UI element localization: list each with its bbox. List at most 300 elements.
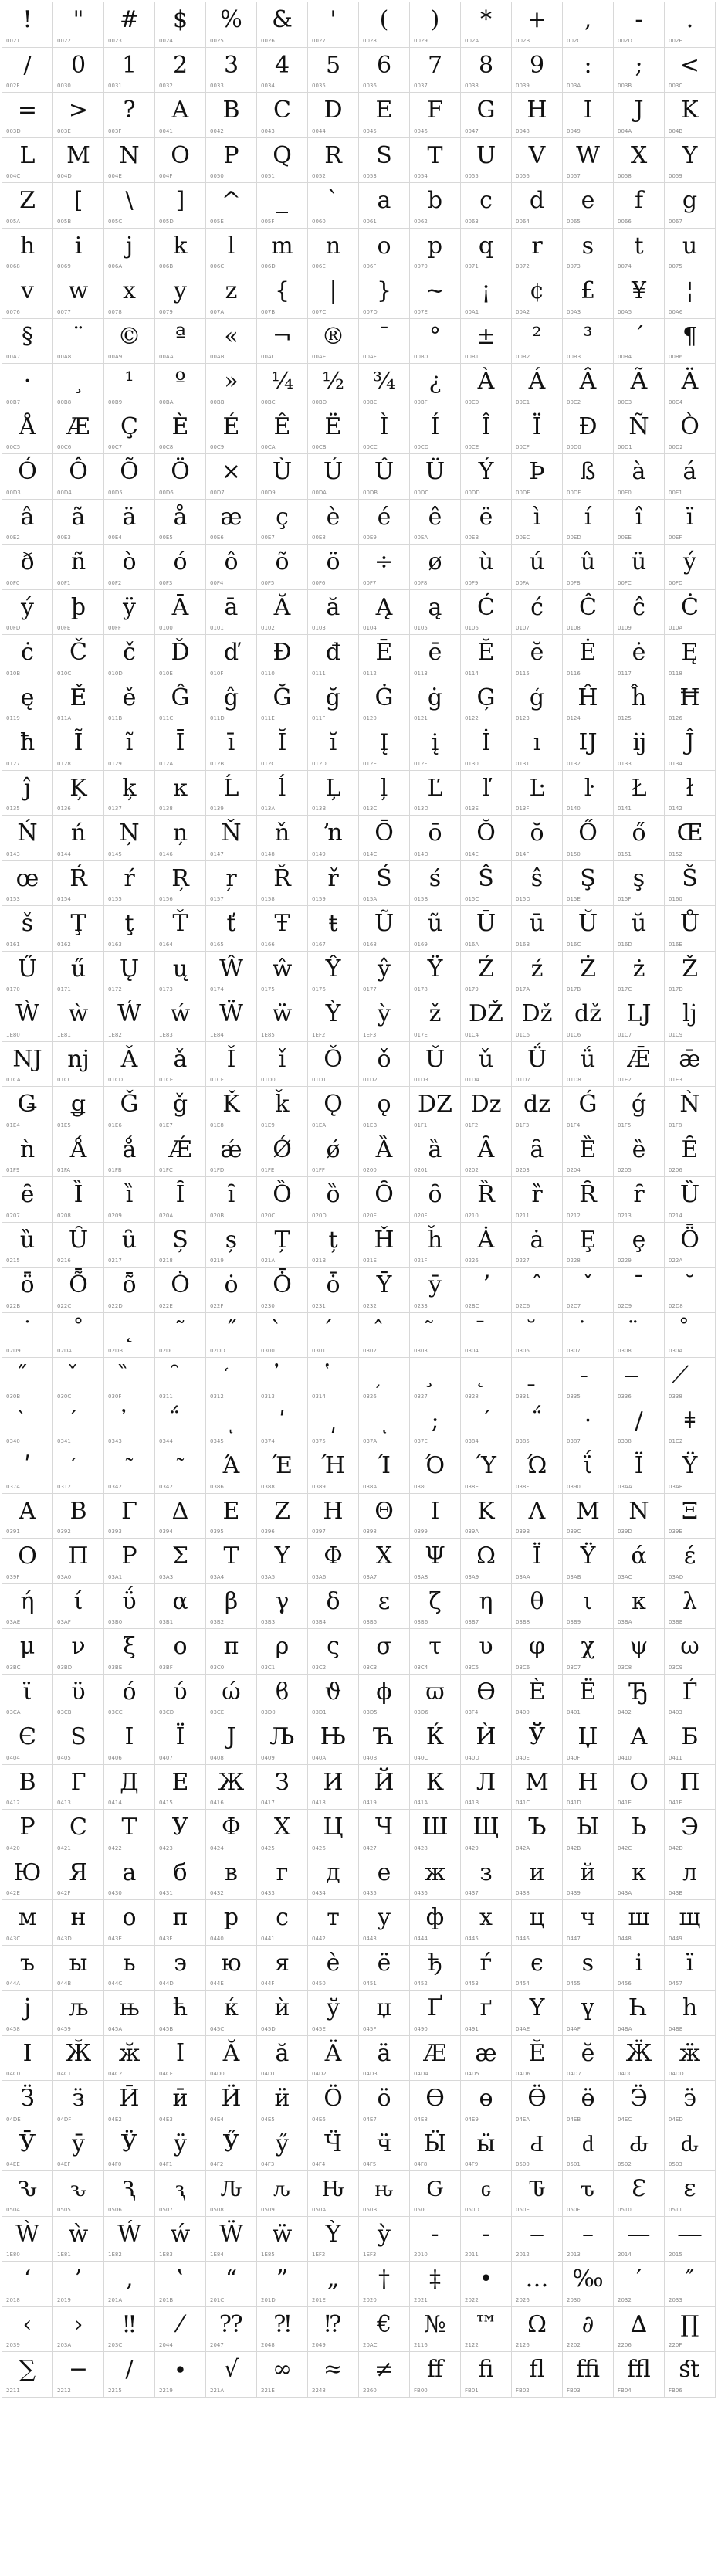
glyph-code: 03C9 [669, 1664, 683, 1671]
glyph-cell [359, 409, 410, 455]
glyph-char: ǽ [220, 1135, 242, 1163]
glyph-cell [206, 1900, 257, 1946]
glyph-cell [665, 409, 716, 455]
glyph-cell [2, 545, 53, 590]
glyph-cell [665, 183, 716, 229]
glyph-cell [155, 1403, 206, 1449]
glyph-char: İ [481, 729, 491, 756]
glyph-code: 04DD [669, 2071, 684, 2077]
glyph-cell [512, 183, 563, 229]
glyph-cell [257, 1765, 308, 1811]
glyph-cell [359, 2352, 410, 2398]
glyph-char: Ǣ [627, 1045, 651, 1073]
glyph-char: E [375, 97, 393, 124]
glyph-cell [512, 1223, 563, 1268]
glyph-char: 8 [478, 51, 494, 79]
glyph-code: 0338 [618, 1438, 632, 1444]
glyph-code: 014E [465, 850, 479, 857]
glyph-code: 0029 [414, 37, 428, 44]
glyph-cell [563, 500, 614, 545]
glyph-code: 0227 [516, 1257, 530, 1264]
glyph-char [563, 1361, 613, 1390]
glyph-code: 042C [618, 1845, 632, 1851]
glyph-char: z [225, 277, 238, 304]
glyph-cell [665, 1223, 716, 1268]
glyph-char: ū [529, 910, 545, 937]
glyph-cell [2, 1313, 53, 1359]
glyph-char: Ȃ [477, 1135, 495, 1163]
glyph-code: 013B [312, 806, 327, 812]
glyph-char: ź [530, 955, 544, 983]
glyph-code: 0026 [261, 37, 275, 44]
glyph-cell [359, 138, 410, 184]
glyph-cell [308, 1855, 359, 1901]
glyph-char: N [119, 141, 140, 169]
glyph-char: с [276, 1904, 289, 1931]
glyph-cell [257, 138, 308, 184]
glyph-code: 03D1 [312, 1709, 327, 1716]
glyph-code: 03CC [108, 1709, 123, 1716]
glyph-cell [257, 183, 308, 229]
glyph-cell [614, 1223, 665, 1268]
glyph-char: Ȧ [477, 1226, 495, 1254]
glyph-char: ċ [21, 639, 34, 666]
glyph-code: 0414 [108, 1800, 122, 1806]
glyph-cell [53, 2307, 104, 2353]
glyph-cell [2, 2352, 53, 2398]
glyph-char: ŗ [225, 864, 237, 892]
glyph-code: 0113 [414, 670, 428, 677]
glyph-char: ß [580, 458, 596, 485]
glyph-char: ѕ [581, 1949, 594, 1977]
glyph-code: 021E [363, 1257, 377, 1264]
glyph-code: 2260 [363, 2387, 377, 2394]
glyph-cell [614, 2307, 665, 2353]
glyph-cell [104, 183, 155, 229]
glyph-code: 0457 [669, 1980, 682, 1987]
glyph-char: ю [221, 1949, 242, 1977]
glyph-code: 0511 [669, 2206, 682, 2213]
glyph-cell [410, 364, 461, 409]
glyph-cell [563, 1403, 614, 1449]
glyph-char: χ [581, 1633, 595, 1660]
glyph-code: 0068 [6, 263, 20, 270]
glyph-char: Ĵ [685, 729, 695, 756]
glyph-cell [104, 273, 155, 319]
glyph-char: Ĥ [577, 684, 598, 711]
glyph-code: 201D [261, 2296, 276, 2303]
glyph-char: ř [327, 864, 339, 892]
glyph-cell [461, 725, 512, 771]
glyph-code: 0070 [414, 263, 428, 270]
glyph-char [206, 1407, 256, 1436]
glyph-char: ½ [321, 368, 345, 395]
glyph-cell [257, 1629, 308, 1675]
glyph-code: 2011 [465, 2252, 479, 2258]
glyph-cell [53, 2081, 104, 2126]
glyph-char: η [479, 1587, 493, 1615]
glyph-cell [155, 1946, 206, 1991]
glyph-code: 0450 [312, 1980, 326, 1987]
glyph-char: а [122, 1858, 137, 1886]
glyph-cell [461, 1132, 512, 1178]
glyph-code: 00DF [567, 489, 581, 496]
glyph-char: Ŷ [325, 955, 341, 983]
glyph-cell [410, 1719, 461, 1765]
glyph-char: ∞ [273, 2356, 292, 2383]
glyph-code: 022E [159, 1302, 173, 1309]
glyph-code: 0037 [414, 83, 428, 89]
glyph-char: ; [635, 51, 643, 79]
glyph-cell [512, 816, 563, 861]
glyph-char: д [326, 1858, 340, 1886]
glyph-code: 03AA [618, 1483, 632, 1490]
glyph-code: 0459 [57, 2025, 71, 2032]
glyph-char: » [224, 368, 239, 395]
glyph-cell [155, 1358, 206, 1403]
glyph-code: 0449 [669, 1935, 682, 1942]
glyph-cell [308, 183, 359, 229]
glyph-code: 0404 [6, 1754, 20, 1761]
glyph-char: Y [682, 141, 698, 169]
glyph-cell [155, 1629, 206, 1675]
glyph-code: 038C [414, 1483, 428, 1490]
glyph-char: я [275, 1949, 290, 1977]
glyph-cell [461, 906, 512, 952]
glyph-cell [155, 816, 206, 861]
glyph-cell [563, 273, 614, 319]
glyph-code: 03CA [6, 1709, 21, 1716]
glyph-cell [461, 952, 512, 997]
glyph-char: у [377, 1904, 391, 1931]
glyph-code: 016B [516, 941, 530, 948]
glyph-cell [512, 545, 563, 590]
glyph-code: 005C [108, 218, 123, 225]
glyph-cell [410, 996, 461, 1042]
glyph-cell [359, 996, 410, 1042]
glyph-char [53, 1451, 103, 1481]
glyph-cell [104, 2126, 155, 2172]
glyph-cell [257, 1810, 308, 1855]
glyph-cell [359, 906, 410, 952]
glyph-char: Ȳ [376, 1271, 392, 1298]
glyph-cell [410, 816, 461, 861]
glyph-code: 0103 [312, 625, 326, 631]
glyph-cell [512, 1675, 563, 1720]
glyph-cell [257, 2217, 308, 2262]
glyph-char: ~ [425, 277, 445, 304]
glyph-cell [512, 2, 563, 48]
glyph-cell [614, 364, 665, 409]
glyph-code: 01CC [57, 1077, 72, 1083]
glyph-char: Ύ [476, 1452, 496, 1479]
glyph-code: 1E83 [159, 2252, 173, 2258]
glyph-cell [257, 364, 308, 409]
glyph-char: Ё [579, 1678, 597, 1705]
glyph-char: ӝ [679, 2039, 701, 2067]
glyph-code: 0205 [618, 1167, 632, 1173]
glyph-char: ẁ [68, 1000, 89, 1027]
glyph-code: 041D [567, 1800, 581, 1806]
glyph-cell [614, 771, 665, 816]
glyph-code: 03C0 [210, 1664, 225, 1671]
glyph-char: Ü [425, 458, 445, 485]
glyph-char: œ [15, 864, 39, 892]
glyph-code: 0131 [516, 760, 530, 767]
glyph-cell [461, 2036, 512, 2082]
glyph-char: Â [579, 368, 597, 395]
glyph-code: 0388 [261, 1483, 275, 1490]
glyph-char: Ȟ [374, 1226, 395, 1254]
glyph-cell [104, 725, 155, 771]
glyph-cell [257, 1855, 308, 1901]
glyph-cell [410, 2171, 461, 2217]
glyph-cell [104, 1539, 155, 1584]
glyph-char: Ǫ [323, 1091, 343, 1118]
glyph-char: Ǒ [323, 1045, 343, 1073]
glyph-char: ӵ [376, 2130, 392, 2157]
glyph-code: 0306 [516, 1348, 530, 1354]
glyph-char: ӭ [683, 2085, 696, 2112]
glyph-char: • [479, 2265, 493, 2293]
glyph-cell [359, 319, 410, 365]
glyph-code: 1EF2 [312, 2252, 326, 2258]
glyph-cell [563, 906, 614, 952]
glyph-char: ΐ [583, 1452, 593, 1479]
glyph-code: 03A3 [159, 1573, 174, 1580]
glyph-cell [53, 1991, 104, 2036]
glyph-cell [53, 1675, 104, 1720]
glyph-code: 03BF [159, 1664, 173, 1671]
glyph-char: Ũ [374, 910, 395, 937]
glyph-cell [359, 1448, 410, 1494]
glyph-char: Ю [13, 1858, 42, 1886]
glyph-char [410, 1361, 460, 1390]
glyph-cell [563, 952, 614, 997]
glyph-cell [308, 816, 359, 861]
glyph-cell [206, 2126, 257, 2172]
glyph-char: Ĺ [223, 774, 239, 802]
glyph-code: 1E84 [210, 2252, 224, 2258]
glyph-code: 01CF [210, 1077, 224, 1083]
glyph-code: 03BA [618, 1619, 632, 1625]
glyph-code: 00D5 [108, 489, 123, 496]
glyph-cell [53, 2, 104, 48]
glyph-cell [410, 1675, 461, 1720]
glyph-cell [206, 816, 257, 861]
glyph-cell [257, 952, 308, 997]
glyph-cell [308, 1403, 359, 1449]
glyph-char: ȁ [428, 1135, 442, 1163]
glyph-code: 020C [261, 1212, 276, 1219]
glyph-char: ë [479, 503, 493, 531]
glyph-cell [614, 2262, 665, 2307]
glyph-char [104, 1451, 154, 1481]
glyph-char: ⁈ [273, 2310, 291, 2338]
glyph-char: … [525, 2265, 549, 2293]
glyph-code: 020A [159, 1212, 174, 1219]
glyph-char: Ò [680, 412, 699, 440]
glyph-char: Е [171, 1768, 189, 1796]
glyph-code: 0045 [363, 127, 377, 134]
glyph-cell [53, 680, 104, 726]
glyph-cell [308, 861, 359, 907]
glyph-cell [257, 771, 308, 816]
glyph-char: έ [683, 1543, 696, 1570]
glyph-code: 0509 [261, 2206, 275, 2213]
glyph-cell [53, 1403, 104, 1449]
glyph-code: 002E [669, 37, 682, 44]
glyph-cell [563, 1313, 614, 1359]
glyph-cell [53, 183, 104, 229]
glyph-char: ˆ [531, 1271, 543, 1298]
glyph-char: Τ [223, 1543, 239, 1570]
glyph-code: 2022 [465, 2296, 479, 2303]
glyph-char: ς [327, 1633, 340, 1660]
glyph-cell [257, 1900, 308, 1946]
glyph-char: Ȏ [374, 1181, 394, 1208]
glyph-char: ě [122, 684, 137, 711]
glyph-code: 015B [414, 896, 428, 902]
glyph-char: Ү [529, 1994, 545, 2021]
glyph-cell [206, 2171, 257, 2217]
glyph-cell [359, 1358, 410, 1403]
glyph-cell [665, 861, 716, 907]
glyph-cell [563, 1900, 614, 1946]
glyph-cell [206, 1810, 257, 1855]
glyph-cell [2, 1539, 53, 1584]
glyph-code: 039F [6, 1573, 20, 1580]
glyph-char: Ǘ [527, 1045, 547, 1073]
glyph-cell [308, 1946, 359, 1991]
glyph-code: 015D [516, 896, 530, 902]
glyph-code: 0230 [261, 1302, 275, 1309]
glyph-cell [614, 1584, 665, 1630]
glyph-code: 0226 [465, 1257, 479, 1264]
glyph-char: Ϊ [634, 1452, 644, 1479]
glyph-cell [461, 1855, 512, 1901]
glyph-char: ș [225, 1226, 238, 1254]
glyph-cell [2, 48, 53, 93]
glyph-code: 0411 [669, 1754, 682, 1761]
glyph-cell [206, 364, 257, 409]
glyph-cell [410, 1223, 461, 1268]
glyph-cell [665, 1810, 716, 1855]
glyph-char: à [632, 458, 646, 485]
glyph-code: 1E80 [6, 2252, 20, 2258]
glyph-code: 0490 [414, 2025, 428, 2032]
glyph-cell [53, 364, 104, 409]
glyph-cell [2, 1991, 53, 2036]
glyph-code: 03A8 [414, 1573, 428, 1580]
glyph-char: ќ [224, 1994, 239, 2021]
glyph-code: 0118 [669, 670, 682, 677]
glyph-cell [257, 906, 308, 952]
glyph-code: 2126 [516, 2342, 530, 2348]
glyph-code: 01C6 [567, 1031, 581, 1038]
glyph-code: 04BB [669, 2025, 683, 2032]
glyph-cell [563, 545, 614, 590]
glyph-char: х [479, 1904, 493, 1931]
glyph-char: І [124, 1723, 134, 1750]
glyph-cell [461, 545, 512, 590]
glyph-cell [512, 2126, 563, 2172]
glyph-code: 01FB [108, 1167, 122, 1173]
glyph-char: Ӓ [324, 2039, 342, 2067]
glyph-char: Э [681, 1814, 699, 1841]
glyph-cell [104, 1313, 155, 1359]
glyph-cell [359, 2126, 410, 2172]
glyph-cell [2, 725, 53, 771]
glyph-char: ы [69, 1949, 88, 1977]
glyph-char: ‑ [482, 2220, 490, 2248]
glyph-cell [257, 93, 308, 138]
glyph-cell [155, 1177, 206, 1223]
glyph-code: 00FF [108, 625, 121, 631]
glyph-code: 005A [6, 218, 21, 225]
glyph-code: 00CE [465, 444, 479, 450]
glyph-char: ú [529, 548, 545, 575]
glyph-cell [257, 1675, 308, 1720]
glyph-cell [665, 138, 716, 184]
glyph-code: 015F [618, 896, 632, 902]
glyph-char: Ą [375, 593, 393, 621]
glyph-code: 050A [312, 2206, 327, 2213]
glyph-char: ǅ [521, 1000, 553, 1027]
glyph-code: 0127 [6, 760, 20, 767]
glyph-code: 00F0 [6, 579, 20, 586]
glyph-cell [104, 138, 155, 184]
glyph-code: 0175 [261, 986, 275, 993]
glyph-cell [206, 1494, 257, 1539]
glyph-code: 0124 [567, 715, 581, 721]
glyph-cell [410, 1358, 461, 1403]
glyph-cell [461, 183, 512, 229]
glyph-code: 00F7 [363, 579, 377, 586]
glyph-char: O [171, 141, 190, 169]
glyph-code: 010D [108, 670, 123, 677]
glyph-code: 0507 [159, 2206, 173, 2213]
glyph-cell [104, 1584, 155, 1630]
glyph-cell [155, 680, 206, 726]
glyph-code: 043F [159, 1935, 173, 1942]
glyph-code: 0058 [618, 173, 632, 179]
glyph-code: 01D0 [261, 1077, 276, 1083]
glyph-cell [665, 500, 716, 545]
glyph-cell [53, 1268, 104, 1313]
glyph-code: 2122 [465, 2342, 479, 2348]
glyph-cell [53, 229, 104, 274]
glyph-cell [563, 1539, 614, 1584]
glyph-char: Ẁ [15, 1000, 39, 1027]
glyph-code: 0313 [261, 1393, 275, 1400]
glyph-char: ȕ [19, 1226, 36, 1254]
glyph-cell [512, 725, 563, 771]
glyph-code: 039E [669, 1529, 682, 1535]
glyph-code: 045E [312, 2025, 326, 2032]
glyph-code: 0454 [516, 1980, 530, 1987]
glyph-code: 00EB [465, 535, 479, 541]
glyph-char: é [377, 503, 391, 531]
glyph-cell [2, 183, 53, 229]
glyph-cell [206, 725, 257, 771]
glyph-char: < [679, 51, 700, 79]
glyph-cell [53, 816, 104, 861]
glyph-code: 04F0 [108, 2161, 122, 2167]
glyph-code: 016D [618, 941, 632, 948]
glyph-char: $ [172, 6, 188, 33]
glyph-code: 00E1 [669, 489, 682, 496]
